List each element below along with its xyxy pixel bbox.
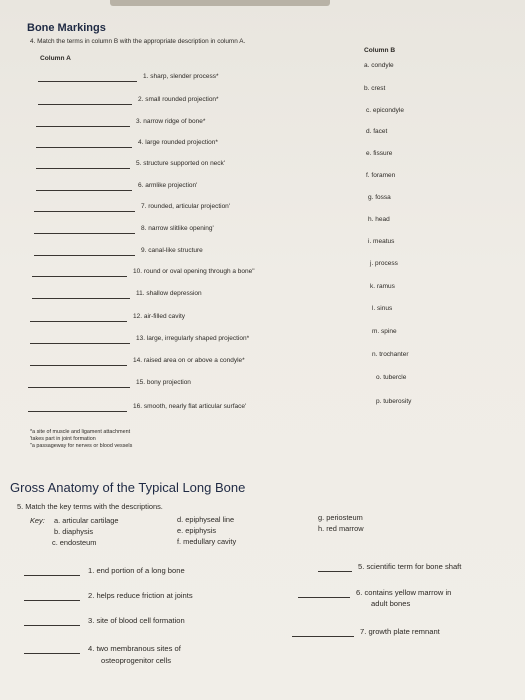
column-a-item: 12. air-filled cavity [133,313,186,320]
description-item: 4. two membranous sites of [88,644,181,653]
section-title-bone-markings: Bone Markings [27,22,106,34]
column-a-item: 16. smooth, nearly flat articular surface' [133,403,247,410]
answer-blank[interactable] [32,298,130,299]
key-term: e. epiphysis [177,526,217,535]
key-term: c. endosteum [52,538,97,547]
column-b-option: d. facet [366,128,388,135]
column-b-option: p. tuberosity [376,398,412,405]
column-a-item: 1. sharp, slender process* [143,73,219,80]
key-term: b. diaphysis [54,527,94,536]
column-a-item: 7. rounded, articular projection' [141,203,231,210]
column-a-item: 4. large rounded projection* [138,139,218,146]
description-item-continued: osteoprogenitor cells [101,656,172,665]
column-b-option: n. trochanter [372,351,409,358]
answer-blank[interactable] [24,575,80,576]
key-term: d. epiphyseal line [177,515,235,524]
description-item: 3. site of blood cell formation [88,616,185,625]
answer-blank[interactable] [38,104,132,105]
top-page-edge [110,0,330,6]
column-b-option: j. process [370,260,398,267]
answer-blank[interactable] [32,276,127,277]
description-item: 1. end portion of a long bone [88,566,185,575]
column-a-item: 9. canal-like structure [141,247,203,254]
column-a-item: 2. small rounded projection* [138,96,219,103]
footnote: "a passageway for nerves or blood vessels [30,443,133,449]
answer-blank[interactable] [298,597,350,598]
answer-blank[interactable] [36,168,130,169]
column-a-item: 14. raised area on or above a condyle* [133,357,245,364]
column-a-item: 6. armlike projection' [138,182,198,189]
column-b-option: m. spine [372,328,397,335]
answer-blank[interactable] [30,321,127,322]
description-item-continued: adult bones [371,599,411,608]
column-b-option: f. foramen [366,172,396,179]
column-b-option: i. meatus [368,238,395,245]
description-item: 7. growth plate remnant [360,627,440,636]
answer-blank[interactable] [38,81,137,82]
answer-blank[interactable] [36,147,132,148]
footnote: 'takes part in joint formation [30,436,96,442]
column-a-item: 13. large, irregularly shaped projection* [136,335,250,342]
key-term: g. periosteum [318,513,363,522]
answer-blank[interactable] [28,411,127,412]
column-b-option: g. fossa [368,194,391,201]
column-b-option: a. condyle [364,62,394,69]
answer-blank[interactable] [292,636,354,637]
answer-blank[interactable] [24,625,80,626]
column-b-option: o. tubercle [376,374,407,381]
column-b-option: h. head [368,216,390,223]
answer-blank[interactable] [34,255,135,256]
column-a-item: 3. narrow ridge of bone* [136,118,206,125]
answer-blank[interactable] [30,365,127,366]
column-a-label: Column A [40,55,71,62]
answer-blank[interactable] [30,343,130,344]
column-a-item: 5. structure supported on neck' [136,160,226,167]
instruction-4: 4. Match the terms in column B with the appropriate description in column A. [30,38,246,45]
instruction-5: 5. Match the key terms with the descriptions. [17,502,163,511]
answer-blank[interactable] [318,571,352,572]
key-term: h. red marrow [318,524,364,533]
footnote: *a site of muscle and ligament attachment [30,429,131,435]
column-b-option: b. crest [364,85,386,92]
key-label: Key: [30,516,45,525]
column-b-option: k. ramus [370,283,395,290]
description-item: 2. helps reduce friction at joints [88,591,193,600]
column-a-item: 15. bony projection [136,379,191,386]
column-a-item: 10. round or oval opening through a bone" [133,268,255,275]
answer-blank[interactable] [36,126,130,127]
answer-blank[interactable] [34,211,135,212]
column-b-option: l. sinus [372,305,393,312]
column-a-item: 8. narrow slitlike opening' [141,225,214,232]
description-item: 6. contains yellow marrow in [356,588,452,597]
column-b-label: Column B [364,47,396,54]
column-b-option: e. fissure [366,150,393,157]
key-term: a. articular cartilage [54,516,119,525]
answer-blank[interactable] [24,653,80,654]
answer-blank[interactable] [36,190,132,191]
answer-blank[interactable] [24,600,80,601]
description-item: 5. scientific term for bone shaft [358,562,462,571]
column-b-option: c. epicondyle [366,107,404,114]
section-title-long-bone: Gross Anatomy of the Typical Long Bone [10,480,246,495]
answer-blank[interactable] [34,233,135,234]
answer-blank[interactable] [28,387,130,388]
key-term: f. medullary cavity [177,537,237,546]
column-a-item: 11. shallow depression [136,290,202,297]
